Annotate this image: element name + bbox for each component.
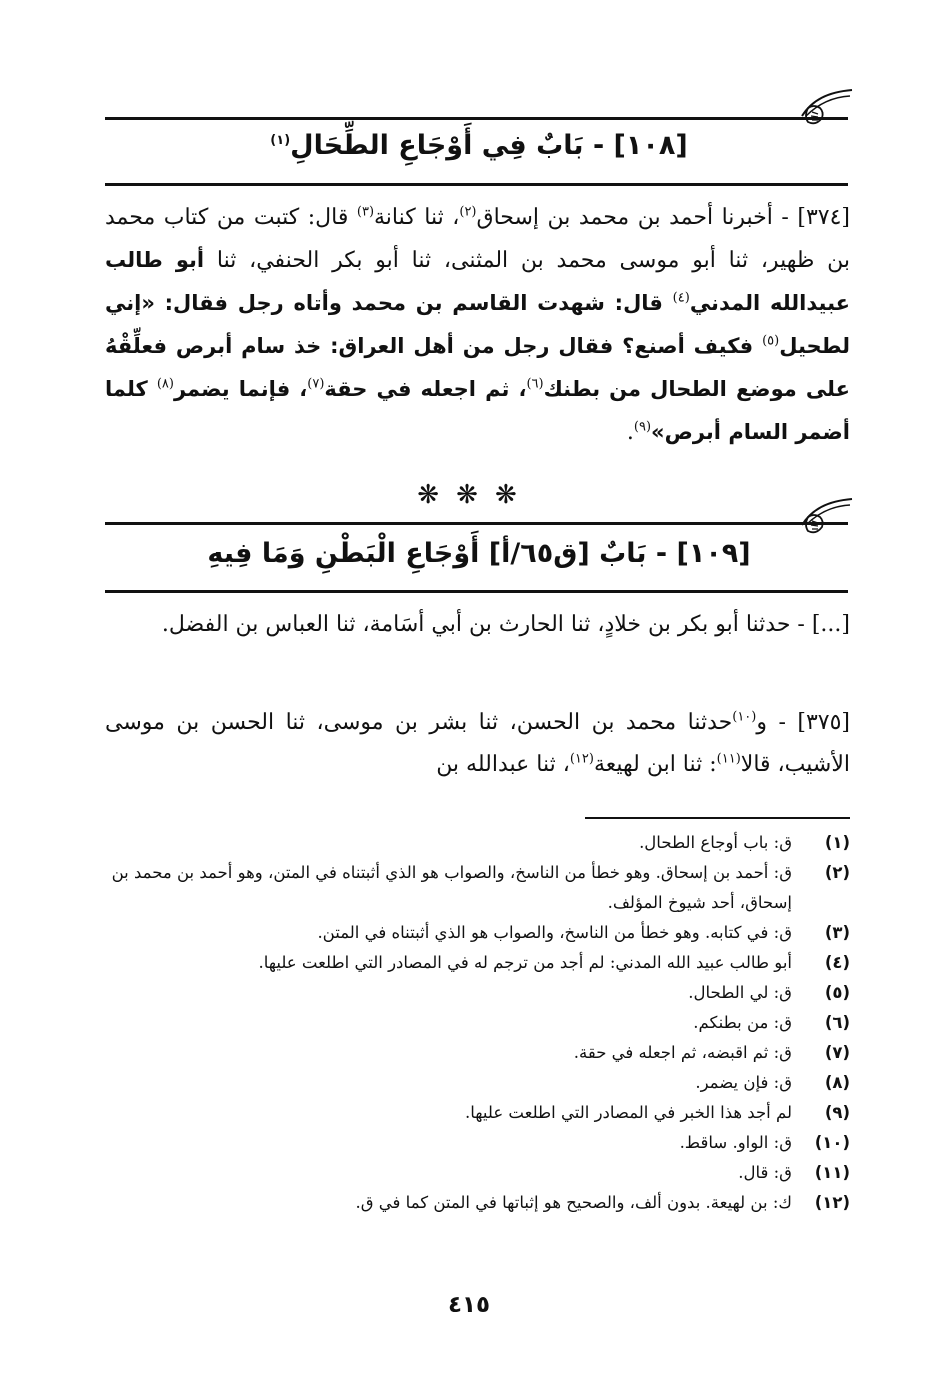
footnote-text: أبو طالب عبيد الله المدني: لم أجد من ترجم له في المصادر التي اطلعت عليها. bbox=[258, 953, 792, 972]
footnote-number: (١٠) bbox=[814, 1133, 850, 1152]
footnote-text: ق: من بطنكم. bbox=[693, 1013, 792, 1032]
section-109-bottom-rule bbox=[105, 590, 848, 593]
section-separator: ❋ ❋ ❋ bbox=[417, 480, 521, 510]
footnote-ref: (٣) bbox=[356, 204, 375, 220]
text-segment: [٣٧٤] - أخبرنا أحمد بن محمد بن إسحاق bbox=[476, 205, 850, 230]
text-segment: أبو طالب عبيدالله المدني bbox=[105, 248, 850, 315]
footnote-ref: (١١) bbox=[716, 751, 741, 767]
section-108-heading bbox=[110, 130, 848, 161]
hadith-unnumbered-paragraph: [...] - حدثنا أبو بكر بن خلادٍ، ثنا الحارث بن أبي أسَامة، ثنا العباس بن الفضل. bbox=[161, 612, 850, 637]
footnote-text: ق: لي الطحال. bbox=[688, 983, 792, 1002]
footnote-text: ق: الواو. ساقط. bbox=[679, 1133, 792, 1152]
footnote-item bbox=[105, 1068, 850, 1098]
section-108-bottom-rule bbox=[105, 183, 848, 186]
footnote-item bbox=[105, 1158, 850, 1188]
section-109-title: [١٠٩] - بَابٌ [ق٦٥/أ] أَوْجَاعِ الْبَطْنِ وَمَا فِيهِ bbox=[207, 538, 751, 569]
footnote-text: ق: ثم اقبضه، ثم اجعله في حقة. bbox=[573, 1043, 792, 1062]
footnote-item bbox=[105, 918, 850, 948]
footnote-number: (٨) bbox=[824, 1073, 850, 1092]
page-number: ٤١٥ bbox=[447, 1292, 491, 1318]
footnotes-list bbox=[105, 828, 850, 1218]
section-108-footnote-ref: (١) bbox=[270, 133, 291, 148]
footnote-number: (٢) bbox=[824, 863, 850, 882]
text-segment: ، ثنا كنانة bbox=[374, 205, 460, 230]
section-108-title: [١٠٨] - بَابٌ فِي أَوْجَاعِ الطِّحَالِ bbox=[290, 130, 688, 161]
footnote-ref: (٥) bbox=[762, 333, 780, 349]
footnote-ref: (٩) bbox=[633, 419, 652, 435]
footnote-number: (١٢) bbox=[814, 1193, 850, 1212]
hadith-374-paragraph bbox=[105, 197, 850, 454]
footnote-item bbox=[105, 828, 850, 858]
text-segment: فكيف أصنع؟ فقال رجل من أهل العراق: خذ سام أبرص فعلِّقْهُ على موضع الطحال من بطنك bbox=[105, 334, 850, 401]
text-segment: حدثنا محمد بن الحسن، ثنا بشر بن موسى، ثنا الحسن بن موسى الأشيب، قالا bbox=[105, 710, 850, 777]
footnote-number: (١١) bbox=[814, 1163, 850, 1182]
quill-hand-icon bbox=[798, 495, 854, 539]
text-segment: قال: شهدت القاسم بن محمد وأتاه رجل فقال: «إني لطحيل bbox=[105, 291, 850, 358]
footnote-ref: (١٢) bbox=[569, 751, 594, 767]
section-109-heading bbox=[110, 538, 848, 569]
footnote-item bbox=[105, 1008, 850, 1038]
footnote-text: ق: في كتابه. وهو خطأ من الناسخ، والصواب هو الذي أثبتناه في المتن. bbox=[317, 923, 792, 942]
footnote-number: (٥) bbox=[824, 983, 850, 1002]
footnote-text: ك: بن لهيعة. بدون ألف، والصحيح هو إثباتها في المتن كما في ق. bbox=[355, 1193, 792, 1212]
text-segment: قال: كتبت من كتاب محمد بن ظهير، ثنا أبو موسى محمد بن المثنى، ثنا أبو بكر الحنفي، ثنا bbox=[105, 205, 850, 273]
hadith-375-paragraph bbox=[105, 702, 850, 786]
text-segment: . bbox=[626, 420, 634, 445]
footnote-number: (٣) bbox=[824, 923, 850, 942]
text-segment: ، ثم اجعله في حقة bbox=[324, 377, 527, 401]
footnote-item bbox=[105, 1098, 850, 1128]
footnote-item bbox=[105, 1188, 850, 1218]
text-segment: ، فإنما يضمر bbox=[173, 377, 308, 401]
footnote-number: (٦) bbox=[824, 1013, 850, 1032]
footnote-item bbox=[105, 1128, 850, 1158]
footnote-number: (١) bbox=[824, 833, 850, 852]
footnote-item bbox=[105, 858, 850, 918]
footnote-ref: (١٠) bbox=[732, 709, 757, 725]
footnote-item bbox=[105, 1038, 850, 1068]
section-109-top-rule bbox=[105, 522, 848, 525]
footnote-number: (٧) bbox=[824, 1043, 850, 1062]
quill-hand-icon bbox=[798, 86, 854, 130]
text-segment: ، ثنا عبدالله بن bbox=[436, 752, 570, 777]
section-108-top-rule bbox=[105, 117, 848, 120]
text-segment: : ثنا ابن لهيعة bbox=[593, 752, 717, 777]
footnote-ref: (٤) bbox=[672, 290, 690, 306]
text-segment: كلما أضمر السام أبرص» bbox=[105, 377, 850, 444]
footnote-item bbox=[105, 948, 850, 978]
footnote-ref: (٧) bbox=[307, 376, 325, 392]
footnote-ref: (٢) bbox=[459, 204, 477, 220]
footnote-text: ق: فإن يضمر. bbox=[695, 1073, 792, 1092]
footnote-ref: (٨) bbox=[156, 376, 174, 392]
footnote-number: (٤) bbox=[824, 953, 850, 972]
footnote-separator-rule bbox=[585, 817, 850, 819]
footnote-text: ق: باب أوجاع الطحال. bbox=[639, 833, 792, 852]
footnote-text: لم أجد هذا الخبر في المصادر التي اطلعت عليها. bbox=[465, 1103, 792, 1122]
footnote-number: (٩) bbox=[824, 1103, 850, 1122]
text-segment: [٣٧٥] - و bbox=[756, 710, 850, 735]
footnote-text: ق: قال. bbox=[738, 1163, 792, 1182]
footnote-text: ق: أحمد بن إسحاق. وهو خطأ من الناسخ، والصواب هو الذي أثبتناه في المتن، وهو أحمد بن محمد بن إسحاق، أحد شيوخ المؤلف. bbox=[111, 863, 792, 912]
footnote-item bbox=[105, 978, 850, 1008]
footnote-ref: (٦) bbox=[526, 376, 544, 392]
